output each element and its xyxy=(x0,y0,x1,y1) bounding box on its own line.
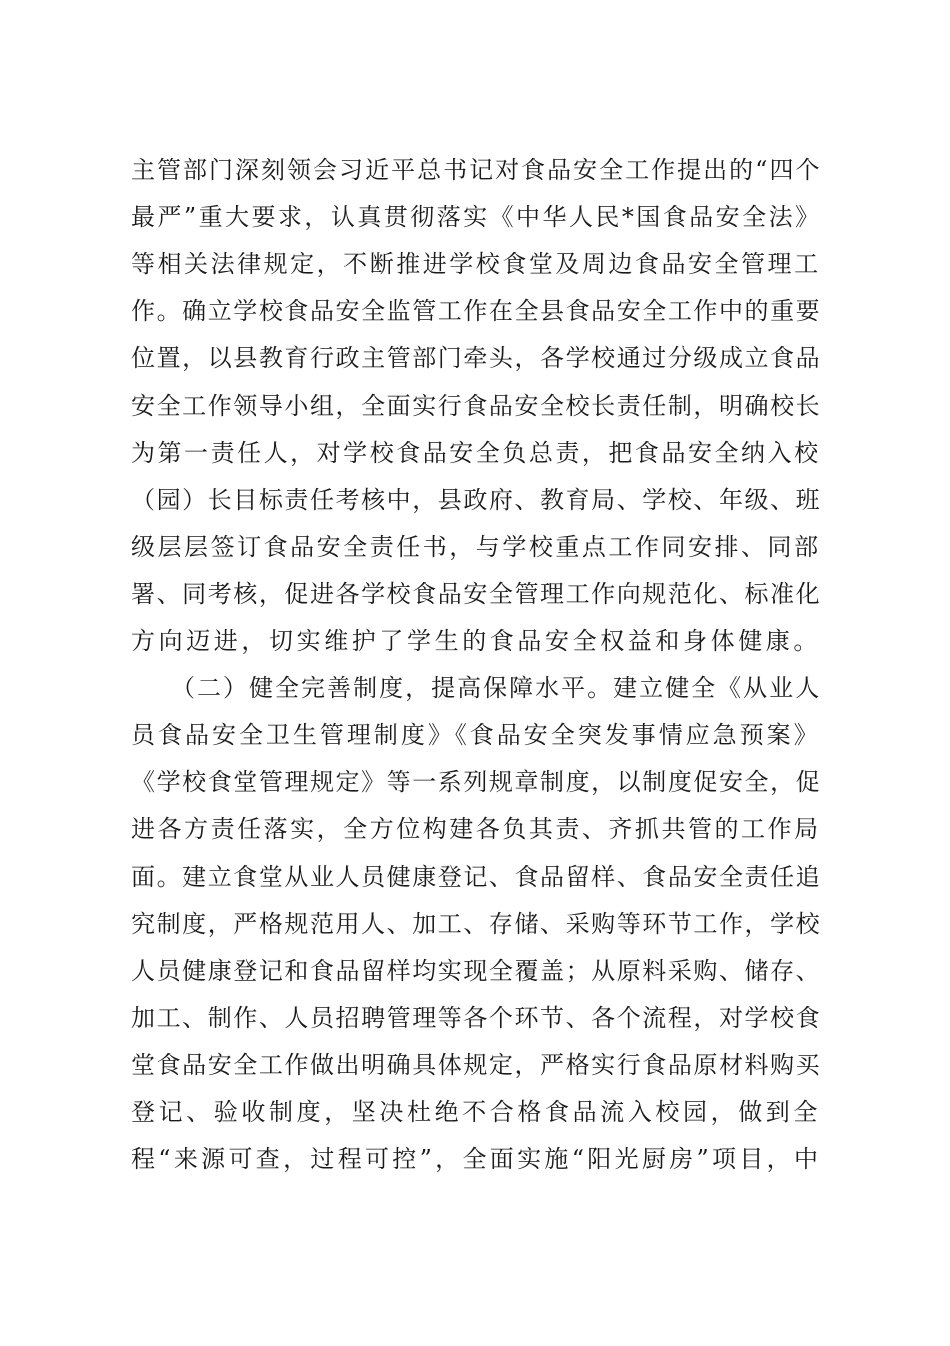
body-text-line: 作。确立学校食品安全监管工作在全县食品安全工作中的重要 xyxy=(131,297,822,325)
body-text-line: 《学校食堂管理规定》等一系列规章制度，以制度促安全，促 xyxy=(131,768,822,796)
body-text-line: 面。建立食堂从业人员健康登记、食品留样、食品安全责任追 xyxy=(131,863,822,891)
body-text-line: 方向迈进，切实维护了学生的食品安全权益和身体健康。 xyxy=(131,627,821,655)
body-text-line: 等相关法律规定，不断推进学校食堂及周边食品安全管理工 xyxy=(131,250,821,278)
body-text-line: 级层层签订食品安全责任书，与学校重点工作同安排、同部 xyxy=(131,533,821,561)
body-text-line: 员食品安全卫生管理制度》《食品安全突发事情应急预案》 xyxy=(131,721,821,749)
body-text-line: 程“来源可查，过程可控”，全面实施“阳光厨房”项目，中 xyxy=(131,1145,822,1173)
body-text-line: 为第一责任人，对学校食品安全负总责，把食品安全纳入校 xyxy=(131,439,821,467)
body-text-line: 登记、验收制度，坚决杜绝不合格食品流入校园，做到全 xyxy=(131,1098,821,1126)
body-text-line: （二）健全完善制度，提高保障水平。建立健全《从业人 xyxy=(131,674,822,702)
body-text-line: 最严”重大要求，认真贯彻落实《中华人民*国食品安全法》 xyxy=(131,203,822,231)
body-text-line: 究制度，严格规范用人、加工、存储、采购等环节工作，学校 xyxy=(131,910,822,938)
body-text-line: 安全工作领导小组，全面实行食品安全校长责任制，明确校长 xyxy=(131,392,822,420)
body-text-line: 加工、制作、人员招聘管理等各个环节、各个流程，对学校食 xyxy=(131,1004,822,1032)
body-text-line: 署、同考核，促进各学校食品安全管理工作向规范化、标准化 xyxy=(131,580,822,608)
body-text-line: 堂食品安全工作做出明确具体规定，严格实行食品原材料购买 xyxy=(131,1051,822,1079)
body-text-line: 主管部门深刻领会习近平总书记对食品安全工作提出的“四个 xyxy=(131,156,822,184)
body-text-line: （园）长目标责任考核中，县政府、教育局、学校、年级、班 xyxy=(131,486,822,514)
body-text-line: 位置，以县教育行政主管部门牵头，各学校通过分级成立食品 xyxy=(131,344,822,372)
body-text-line: 人员健康登记和食品留样均实现全覆盖；从原料采购、储存、 xyxy=(131,957,822,985)
body-text-line: 进各方责任落实，全方位构建各负其责、齐抓共管的工作局 xyxy=(131,815,821,843)
